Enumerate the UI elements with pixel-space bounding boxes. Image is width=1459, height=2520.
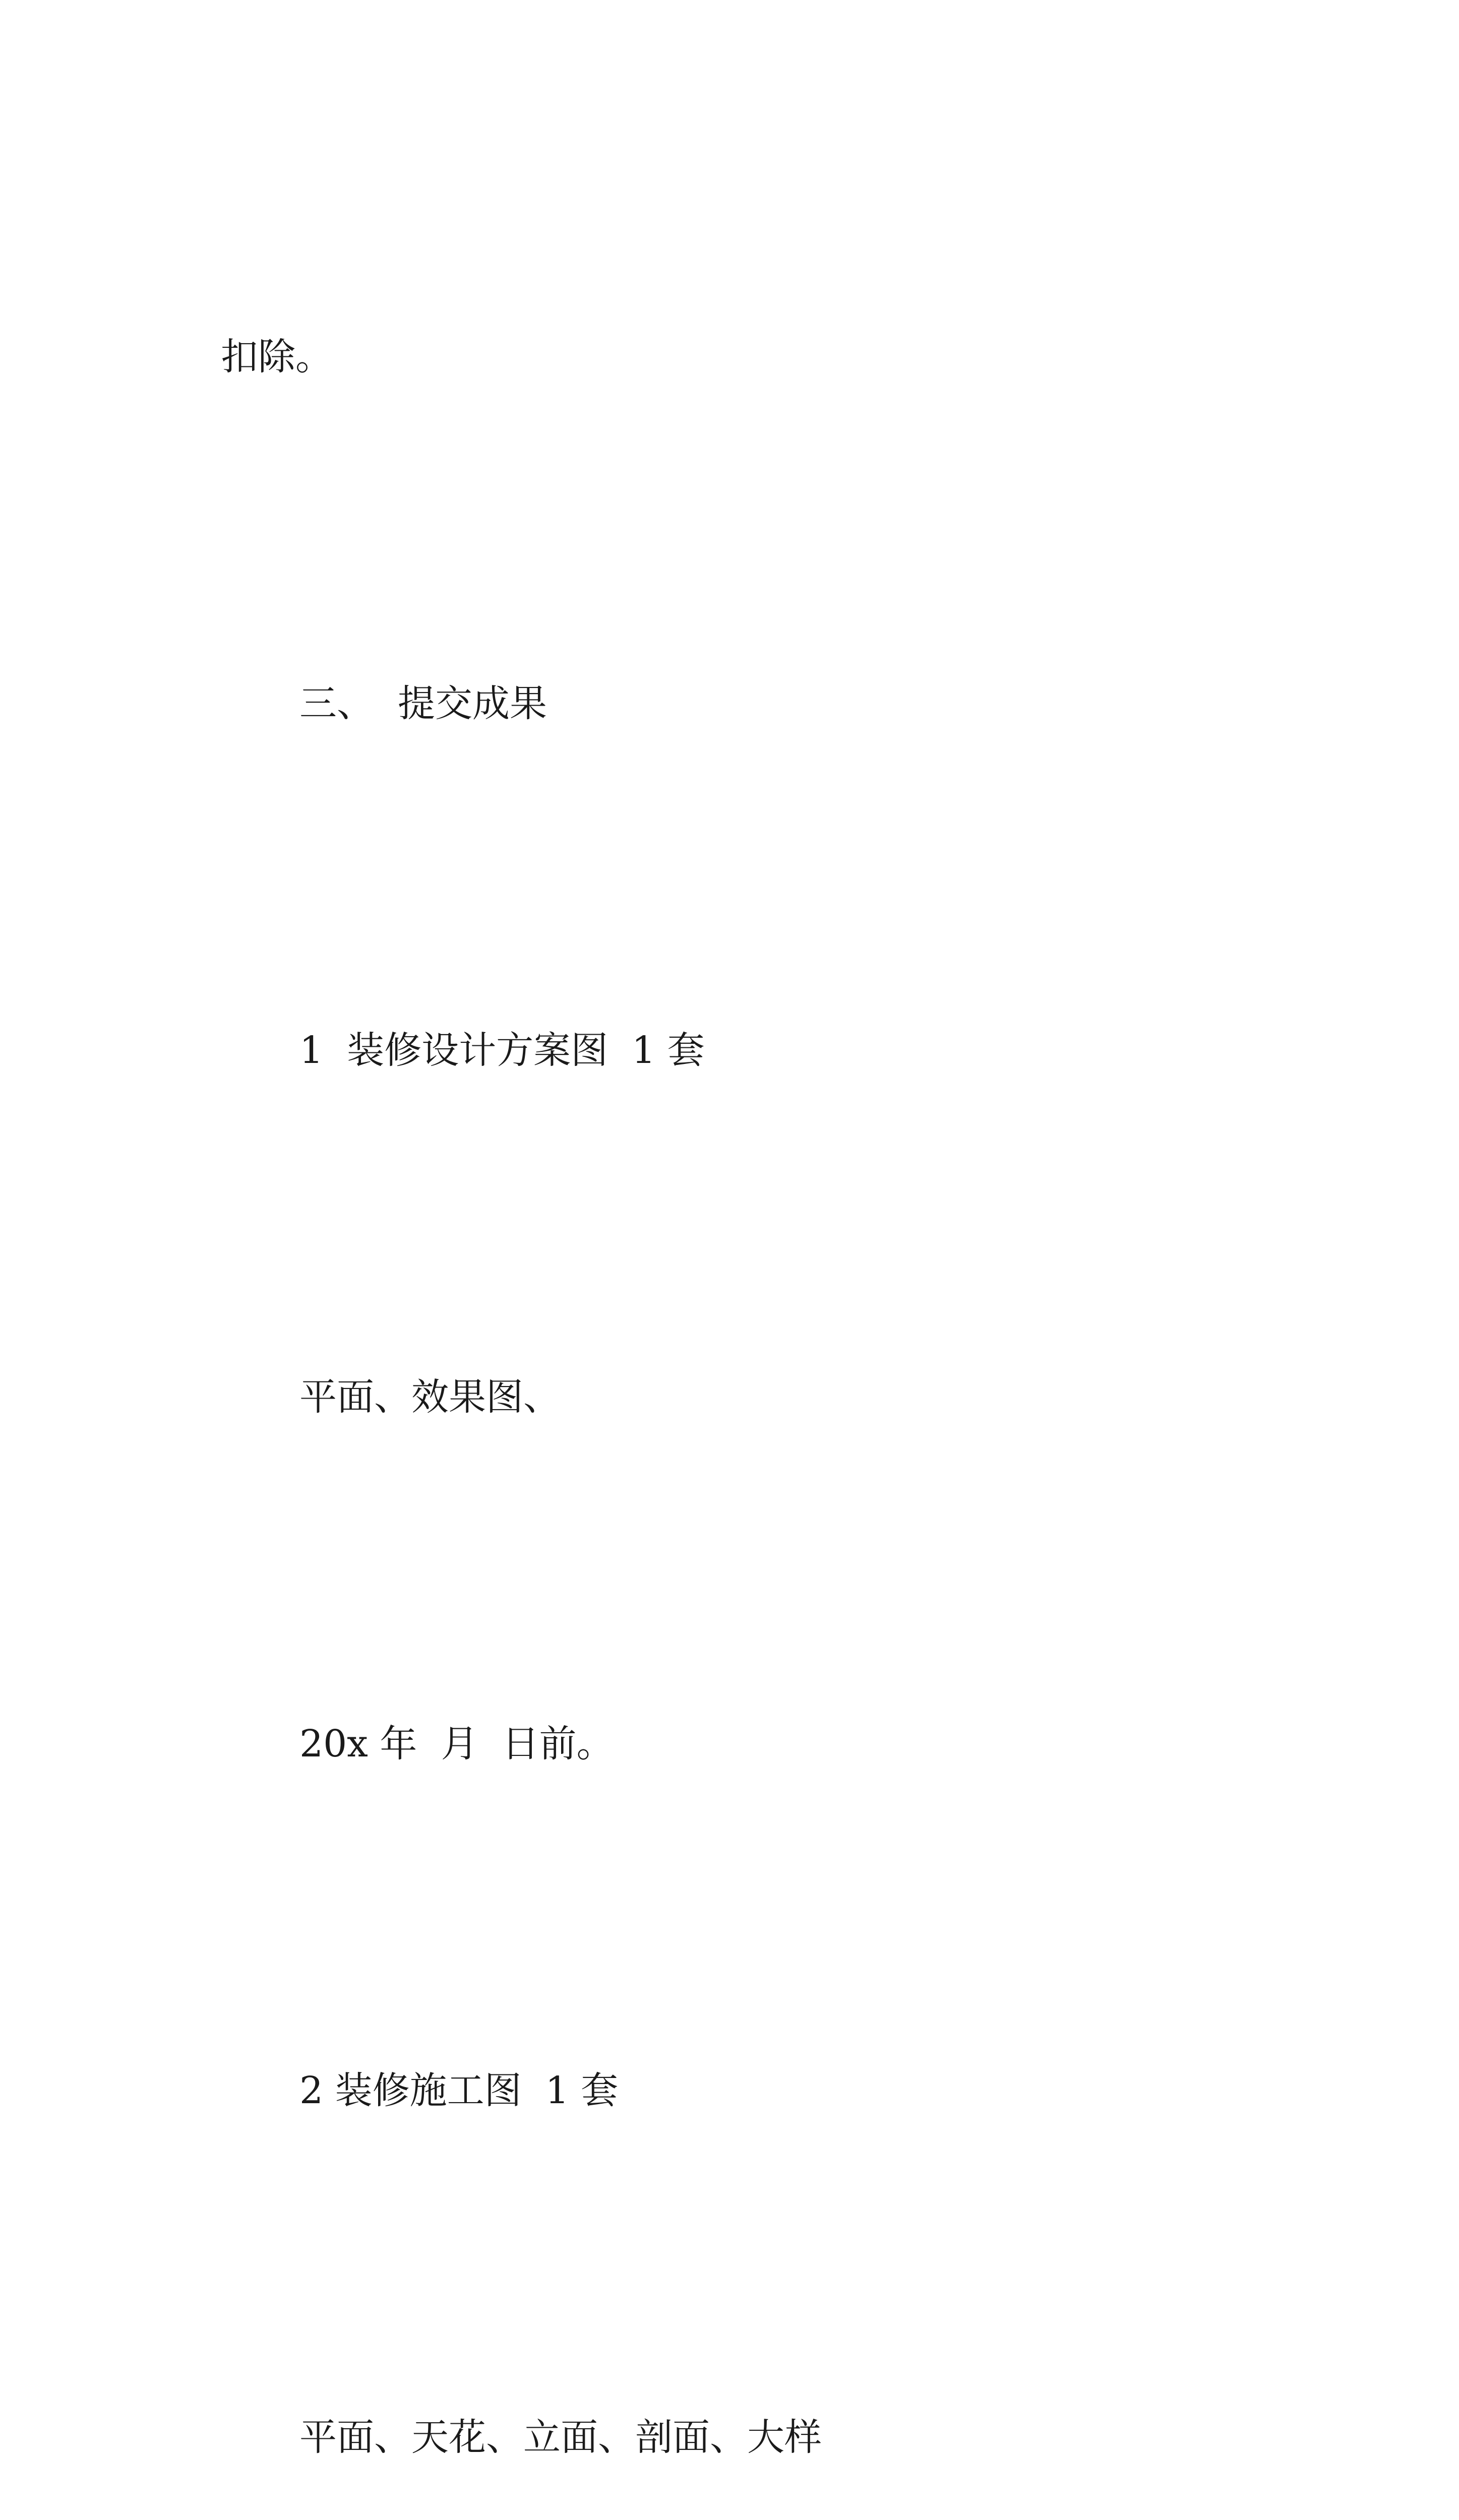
paragraph	[221, 2264, 1295, 2520]
text-line: 20x 年 月 日前。	[299, 1722, 614, 1766]
text-line: 1 装修设计方案图 1 套	[299, 1029, 705, 1073]
text-line: 三、 提交成果	[299, 682, 548, 726]
text-line: 平面、天花、立面、剖面、大样	[299, 2416, 822, 2459]
document-body	[221, 184, 1295, 2520]
paragraph	[221, 1571, 1295, 1918]
list-item	[221, 877, 1295, 1224]
section-heading-3	[221, 531, 1295, 877]
paragraph	[221, 1224, 1295, 1571]
text-line: 扣除。	[221, 335, 333, 379]
text-line: 2 装修施工图 1 套	[299, 2069, 619, 2113]
paragraph	[221, 184, 1295, 531]
list-item	[221, 1918, 1295, 2264]
text-line: 平面、效果图、	[299, 1375, 561, 1419]
